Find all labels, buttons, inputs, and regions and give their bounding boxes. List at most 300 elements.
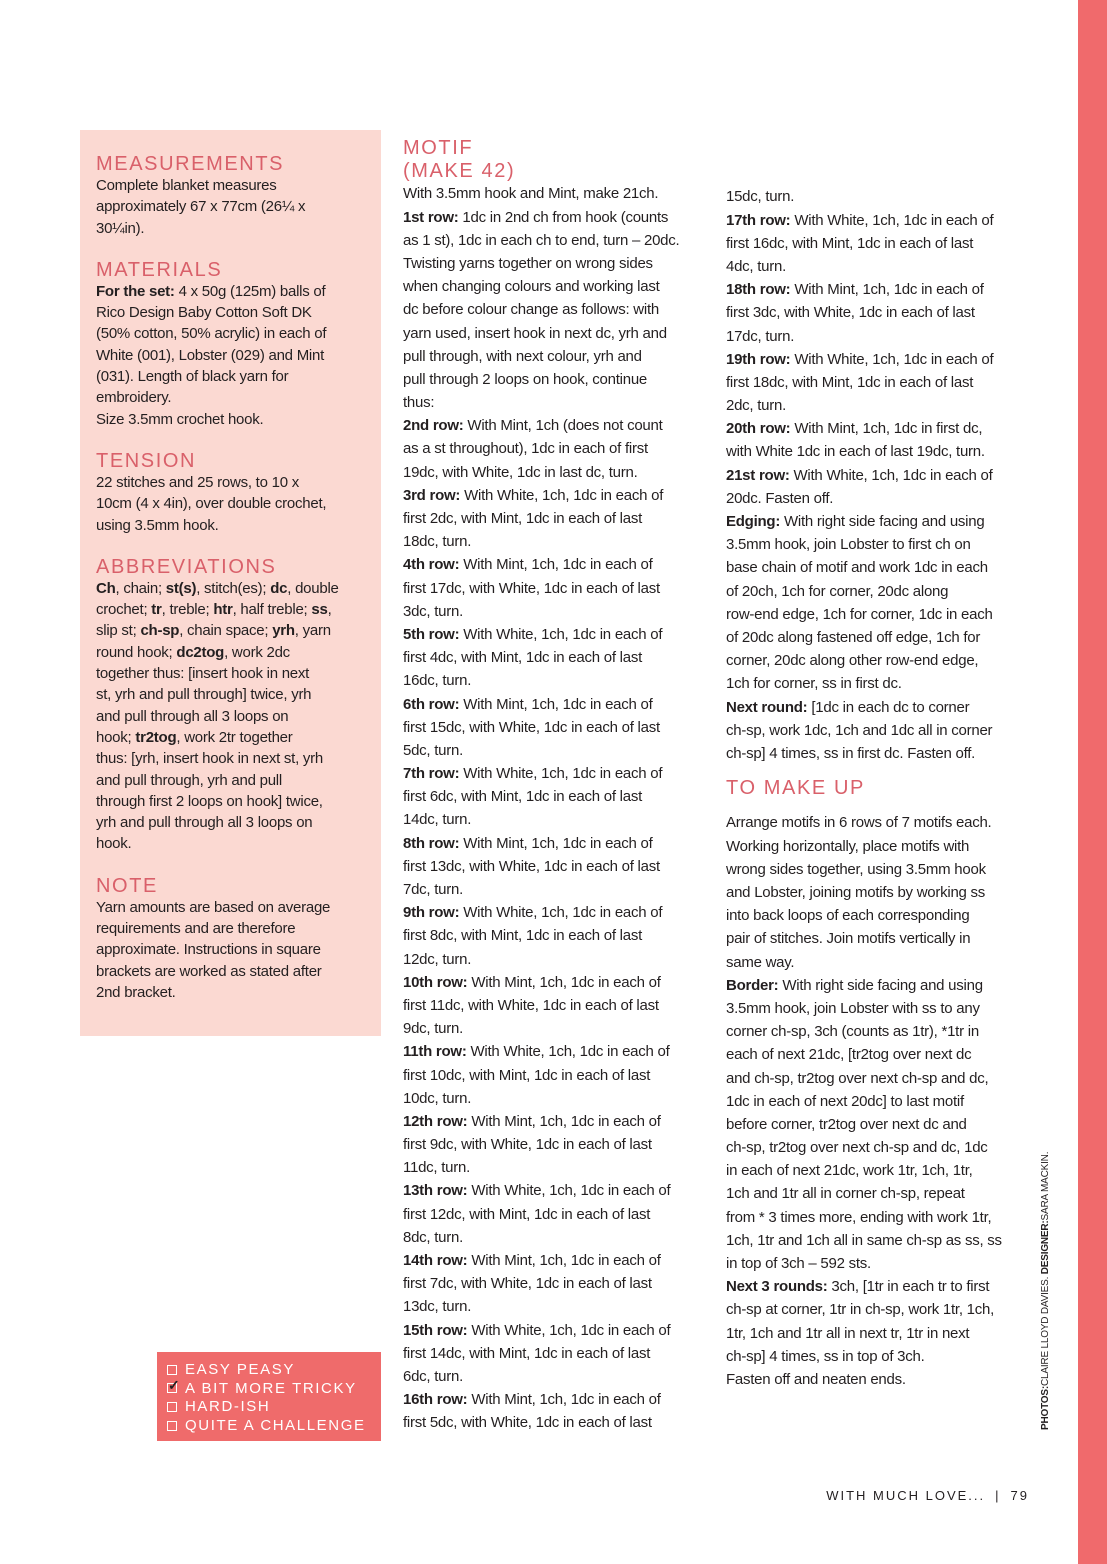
text-line [403, 924, 723, 947]
text-line [726, 394, 1046, 417]
text-segment: ch-sp] 4 times, ss in first dc. Fasten off. [726, 744, 976, 762]
text-segment: 1ch for corner, ss in first dc. [726, 675, 902, 693]
text-line [403, 1133, 723, 1156]
bold-label: 19th row: [726, 350, 791, 368]
text-line [403, 229, 723, 252]
text-segment: , half treble; [232, 601, 312, 619]
text-segment: With Mint, 1ch, 1dc in each of [790, 281, 984, 299]
text-segment: 3ch, [1tr in each tr to first [827, 1278, 990, 1296]
text-line [726, 417, 1046, 440]
text-line [96, 939, 376, 960]
bold-label: 5th row: [403, 625, 460, 643]
text-line [96, 218, 376, 239]
text-line [96, 897, 376, 918]
bold-label: Next round: [726, 698, 808, 716]
text-line [403, 391, 723, 414]
text-line [403, 994, 723, 1017]
text-segment: together thus: [insert hook in next [96, 665, 310, 683]
text-segment: in top of 3ch – 592 sts. [726, 1255, 871, 1273]
text-segment: With Mint, 1ch, 1dc in each of [467, 973, 661, 991]
bold-label: 6th row: [403, 695, 460, 713]
difficulty-option [167, 1398, 270, 1415]
text-line [96, 642, 376, 663]
text-line [403, 785, 723, 808]
text-line [403, 484, 723, 507]
text-line [726, 696, 1046, 719]
text-line [726, 1252, 1046, 1275]
bold-label: 21st row: [726, 466, 790, 484]
text-segment: first 14dc, with Mint, 1dc in each of last [403, 1344, 651, 1362]
text-line [403, 901, 723, 924]
text-segment: when changing colours and working last [403, 278, 660, 296]
text-segment: with White 1dc in each of last 19dc, turn. [726, 443, 985, 461]
text-segment: Complete blanket measures [96, 177, 277, 194]
text-segment: dc before colour change as follows: with [403, 301, 659, 319]
text-segment: 1dc in each of next 20dc] to last motif [726, 1092, 964, 1110]
text-line [403, 577, 723, 600]
text-segment: 5dc, turn. [403, 741, 464, 759]
text-line [726, 348, 1046, 371]
text-segment: crochet; [96, 601, 152, 619]
bold-label: 12th row: [403, 1112, 468, 1130]
text-segment: and pull through all 3 loops on [96, 707, 289, 725]
text-segment: With White, 1ch, 1dc in each of [460, 486, 664, 504]
text-segment: pair of stitches. Join motifs vertically in [726, 930, 971, 948]
text-line [403, 252, 723, 275]
text-segment: yrh and pull through all 3 loops on [96, 814, 313, 832]
text-segment: White (001), Lobster (029) and Mint [96, 346, 325, 364]
section-heading: TENSION [96, 449, 197, 472]
motif-heading: (MAKE 42) [403, 160, 516, 183]
text-segment: With 3.5mm hook and Mint, make 21ch. [403, 185, 659, 203]
difficulty-box [157, 1352, 381, 1441]
text-line [96, 812, 376, 833]
credit-designer-label: DESIGNER: [1040, 1220, 1051, 1275]
difficulty-label: A BIT MORE TRICKY [185, 1379, 357, 1397]
text-line [726, 603, 1046, 626]
text-line [403, 693, 723, 716]
text-line [726, 487, 1046, 510]
text-segment: 3.5mm hook, join Lobster with ss to any [726, 999, 980, 1017]
text-line [96, 727, 376, 748]
difficulty-label: EASY PEASY [185, 1361, 295, 1378]
footer-title: WITH MUCH LOVE... [826, 1488, 986, 1503]
text-line [96, 302, 376, 323]
text-line [726, 1136, 1046, 1159]
text-segment: , [327, 601, 332, 619]
page-edge-stripe [1078, 0, 1107, 1564]
text-line [403, 530, 723, 553]
text-segment: 17dc, turn. [726, 327, 795, 345]
text-segment: ch-sp at corner, 1tr in ch-sp, work 1tr, 1ch, [726, 1301, 995, 1319]
text-segment: Twisting yarns together on wrong sides [403, 254, 653, 272]
text-segment: With White, 1ch, 1dc in each of [459, 625, 663, 643]
text-line [96, 663, 376, 684]
text-segment: 3dc, turn. [403, 602, 464, 620]
text-line [403, 1295, 723, 1318]
checkbox-icon [167, 1421, 177, 1431]
text-line [403, 1249, 723, 1272]
section-heading: MEASUREMENTS [96, 153, 285, 175]
text-line [403, 623, 723, 646]
text-segment: first 15dc, with White, 1dc in each of last [403, 718, 660, 736]
text-line [726, 858, 1046, 881]
photo-credit [1040, 1152, 1051, 1430]
bold-label: 9th row: [403, 904, 460, 922]
text-line [726, 1159, 1046, 1182]
bold-label: 7th row: [403, 765, 460, 783]
text-line [96, 387, 376, 408]
text-line [403, 1040, 723, 1063]
text-line [726, 185, 1046, 208]
bold-label: 15th row: [403, 1321, 468, 1339]
text-segment: , double [287, 579, 339, 597]
text-line [403, 669, 723, 692]
text-line [726, 325, 1046, 348]
motif-heading: MOTIF [403, 137, 474, 159]
section-heading: MATERIALS [96, 258, 223, 281]
bold-label: Border: [726, 976, 779, 994]
text-segment: first 6dc, with Mint, 1dc in each of last [403, 788, 643, 806]
text-line [96, 748, 376, 769]
text-segment: first 13dc, with White, 1dc in each of last [403, 857, 660, 875]
text-segment: Size 3.5mm crochet hook. [96, 410, 264, 428]
text-segment: 19dc, with White, 1dc in last dc, turn. [403, 463, 638, 481]
difficulty-option [167, 1417, 366, 1434]
credit-designer: SARA MACKIN. [1040, 1151, 1051, 1221]
text-line [403, 553, 723, 576]
text-segment: corner ch-sp, 3ch (counts as 1tr), *1tr in [726, 1023, 979, 1041]
text-line [726, 951, 1046, 974]
text-line [726, 719, 1046, 742]
text-line [726, 255, 1046, 278]
bold-label: 1st row: [403, 208, 459, 226]
text-line [96, 918, 376, 939]
text-segment: With White, 1ch, 1dc in each of [790, 350, 994, 368]
checkbox-icon [167, 1365, 177, 1375]
text-segment: first 4dc, with Mint, 1dc in each of last [403, 649, 643, 667]
text-line [96, 770, 376, 791]
text-segment: With White, 1ch, 1dc in each of [459, 765, 663, 783]
bold-label: 4th row: [403, 556, 460, 574]
text-line [726, 881, 1046, 904]
text-line [403, 414, 723, 437]
text-segment: first 5dc, with White, 1dc in each of last [403, 1414, 652, 1432]
text-line [726, 1298, 1046, 1321]
text-segment: With Mint, 1ch, 1dc in each of [467, 1252, 661, 1269]
text-segment: 9dc, turn. [403, 1020, 464, 1038]
text-segment: as a st throughout), 1dc in each of first [403, 440, 648, 458]
bold-label: 16th row: [403, 1391, 468, 1409]
text-segment: first 3dc, with White, 1dc in each of last [726, 304, 975, 322]
text-line [726, 927, 1046, 950]
text-segment: ch-sp, work 1dc, 1ch and 1dc all in corner [726, 721, 993, 739]
text-segment: 20dc. Fasten off. [726, 489, 834, 507]
text-segment: embroidery. [96, 389, 172, 407]
text-line [96, 472, 376, 493]
text-segment: row-end edge, 1ch for corner, 1dc in each [726, 605, 993, 623]
text-line [96, 345, 376, 366]
text-segment: 14dc, turn. [403, 811, 472, 829]
text-line [403, 182, 723, 205]
text-segment: base chain of motif and work 1dc in each [726, 559, 988, 577]
text-segment: 18dc, turn. [403, 533, 472, 551]
text-segment: first 18dc, with Mint, 1dc in each of last [726, 373, 974, 391]
text-segment: 3.5mm hook, join Lobster to first ch on [726, 536, 971, 554]
text-segment: hook; [96, 728, 136, 746]
difficulty-option [167, 1380, 357, 1397]
text-segment: 22 stitches and 25 rows, to 10 x [96, 473, 299, 491]
text-segment: 1ch, 1tr and 1ch all in same ch-sp as ss, ss [726, 1231, 1002, 1249]
text-line [96, 281, 376, 302]
text-segment: With White, 1ch, 1dc in each of [790, 211, 994, 229]
text-line [403, 855, 723, 878]
text-segment: and pull through, yrh and pull [96, 771, 282, 789]
checkbox-icon [167, 1402, 177, 1412]
text-segment: With White, 1ch, 1dc in each of [466, 1043, 670, 1061]
motif-column [403, 136, 723, 1435]
text-line [726, 997, 1046, 1020]
text-line [96, 196, 376, 217]
text-segment: With Mint, 1ch (does not count [463, 417, 663, 435]
text-segment: With Mint, 1ch, 1dc in each of [467, 1112, 661, 1130]
bold-label: 8th row: [403, 834, 460, 852]
text-segment: round hook; [96, 643, 177, 661]
text-segment: before corner, tr2tog over next dc and [726, 1115, 967, 1133]
text-segment: 7dc, turn. [403, 881, 464, 898]
text-line [726, 626, 1046, 649]
text-line [726, 580, 1046, 603]
text-line [403, 1156, 723, 1179]
section-heading: ABBREVIATIONS [96, 555, 277, 578]
bold-label: 2nd row: [403, 417, 464, 435]
text-segment: wrong sides together, using 3.5mm hook [726, 860, 986, 878]
text-segment: , stitch(es); [196, 579, 271, 597]
text-line [403, 1388, 723, 1411]
footer-separator: | [995, 1488, 1001, 1503]
text-segment: through first 2 loops on hook] twice, [96, 792, 323, 810]
text-segment: of 20ch, 1ch for corner, 20dc along [726, 582, 949, 600]
text-line [726, 464, 1046, 487]
motif-continued-column [726, 185, 1046, 1391]
make-up-heading: TO MAKE UP [726, 777, 865, 800]
text-segment: requirements and are therefore [96, 920, 296, 938]
text-segment: 4 x 50g (125m) balls of [174, 282, 326, 300]
text-line [96, 515, 376, 536]
text-line [726, 1067, 1046, 1090]
text-line [403, 948, 723, 971]
credit-photos-label: PHOTOS: [1040, 1386, 1051, 1430]
text-line [96, 409, 376, 430]
text-segment: [1dc in each dc to corner [807, 698, 970, 716]
text-segment: 30¼in). [96, 219, 145, 237]
difficulty-label: QUITE A CHALLENGE [185, 1417, 366, 1435]
text-line [96, 578, 376, 599]
text-segment: , chain space; [179, 622, 273, 640]
text-segment: first 7dc, with White, 1dc in each of last [403, 1275, 652, 1293]
text-line [403, 507, 723, 530]
text-segment: , chain; [115, 579, 166, 597]
text-segment: 6dc, turn. [403, 1367, 464, 1385]
text-segment: Rico Design Baby Cotton Soft DK [96, 304, 312, 322]
text-line [96, 620, 376, 641]
text-line [403, 1226, 723, 1249]
text-line [403, 1017, 723, 1040]
text-line [403, 600, 723, 623]
text-line [403, 1110, 723, 1133]
text-segment: first 11dc, with White, 1dc in each of last [403, 996, 659, 1014]
text-segment: , treble; [161, 601, 214, 619]
text-line [403, 345, 723, 368]
text-line [403, 1365, 723, 1388]
text-segment: , work 2tr together [176, 728, 293, 746]
text-segment: 12dc, turn. [403, 950, 472, 968]
text-line [96, 684, 376, 705]
text-line [726, 974, 1046, 997]
text-segment: 1dc in 2nd ch from hook (counts [458, 208, 669, 226]
text-segment: With Mint, 1ch, 1dc in each of [467, 1391, 661, 1409]
text-segment: as 1 st), 1dc in each ch to end, turn – 20dc. [403, 231, 680, 249]
text-segment: first 10dc, with Mint, 1dc in each of last [403, 1066, 651, 1084]
text-segment: in each of next 21dc, work 1tr, 1ch, 1tr, [726, 1162, 973, 1180]
text-line [726, 209, 1046, 232]
text-segment: 10dc, turn. [403, 1089, 472, 1107]
text-line [726, 649, 1046, 672]
text-line [726, 301, 1046, 324]
text-line [403, 368, 723, 391]
bold-label: 13th row: [403, 1182, 468, 1200]
text-segment: slip st; [96, 622, 141, 640]
text-line [726, 1090, 1046, 1113]
text-line [726, 440, 1046, 463]
bold-label: tr [151, 601, 162, 619]
text-line [726, 533, 1046, 556]
text-line [96, 175, 376, 196]
text-segment: 15dc, turn. [726, 188, 795, 206]
checked-box-icon [167, 1383, 177, 1393]
bold-label: ch-sp [140, 622, 180, 640]
text-segment: With Mint, 1ch, 1dc in each of [459, 556, 653, 574]
text-line [726, 232, 1046, 255]
text-line [403, 1272, 723, 1295]
text-line [726, 672, 1046, 695]
text-line [403, 646, 723, 669]
text-line [403, 1319, 723, 1342]
text-line [403, 275, 723, 298]
text-line [403, 206, 723, 229]
bold-label: 10th row: [403, 973, 468, 991]
text-segment: 4dc, turn. [726, 257, 787, 275]
text-segment: With Mint, 1ch, 1dc in each of [459, 695, 653, 713]
text-segment: ch-sp] 4 times, ss in top of 3ch. [726, 1347, 925, 1365]
text-segment: approximately 67 x 77cm (26¼ x [96, 198, 306, 216]
bold-label: htr [213, 601, 233, 619]
text-segment: With White, 1ch, 1dc in each of [467, 1182, 671, 1200]
text-segment: (031). Length of black yarn for [96, 368, 289, 386]
bold-label: tr2tog [135, 728, 177, 746]
text-line [726, 1020, 1046, 1043]
text-line [726, 1368, 1046, 1391]
text-segment: of 20dc along fastened off edge, 1ch for [726, 628, 981, 646]
text-segment: corner, 20dc along other row-end edge, [726, 652, 979, 670]
bold-label: st(s) [165, 579, 197, 597]
text-line [403, 832, 723, 855]
text-segment: 10cm (4 x 4in), over double crochet, [96, 495, 327, 513]
text-segment: (50% cotton, 50% acrylic) in each of [96, 325, 327, 343]
text-line [403, 878, 723, 901]
text-segment: , work 2dc [224, 643, 290, 661]
text-segment: and ch-sp, tr2tog over next ch-sp and dc, [726, 1069, 989, 1087]
text-line [726, 371, 1046, 394]
text-line [726, 904, 1046, 927]
text-segment: first 8dc, with Mint, 1dc in each of last [403, 927, 643, 945]
text-line [726, 1322, 1046, 1345]
text-segment: 1ch and 1tr all in corner ch-sp, repeat [726, 1185, 965, 1203]
text-line [726, 742, 1046, 765]
text-line [96, 493, 376, 514]
bold-label: Ch [96, 579, 116, 597]
bold-label: 17th row: [726, 211, 791, 229]
text-segment: thus: [403, 394, 435, 412]
text-segment: first 16dc, with Mint, 1dc in each of last [726, 234, 974, 252]
text-segment: st, yrh and pull through] twice, yrh [96, 686, 312, 704]
text-line [403, 1179, 723, 1202]
text-segment: 8dc, turn. [403, 1228, 464, 1246]
text-segment: approximate. Instructions in square [96, 941, 321, 959]
text-line [403, 716, 723, 739]
text-line [403, 298, 723, 321]
text-segment: , yarn [294, 622, 331, 640]
text-segment: 2nd bracket. [96, 983, 176, 1001]
bold-label: 3rd row: [403, 486, 461, 504]
page-number: 79 [1010, 1488, 1029, 1503]
text-segment: hook. [96, 835, 132, 853]
text-segment: same way. [726, 953, 795, 971]
text-line [726, 811, 1046, 834]
text-segment: from * 3 times more, ending with work 1tr, [726, 1208, 992, 1226]
credit-photos: CLAIRE LLOYD DAVIES. [1040, 1276, 1051, 1387]
bold-label: 20th row: [726, 420, 791, 438]
text-segment: With Mint, 1ch, 1dc in each of [459, 834, 653, 852]
text-line [403, 1064, 723, 1087]
text-segment: using 3.5mm hook. [96, 516, 219, 534]
text-line [96, 706, 376, 727]
text-line [403, 739, 723, 762]
text-line [726, 1275, 1046, 1298]
text-segment: With right side facing and using [780, 513, 985, 531]
text-line [726, 1113, 1046, 1136]
sidebar-panel [80, 130, 381, 1036]
difficulty-label: HARD-ISH [185, 1398, 271, 1416]
page-footer [826, 1488, 1029, 1503]
text-segment: Fasten off and neaten ends. [726, 1370, 906, 1388]
text-line [403, 971, 723, 994]
bold-label: 11th row: [403, 1043, 467, 1061]
text-line [96, 833, 376, 854]
text-segment: With White, 1ch, 1dc in each of [459, 904, 663, 922]
bold-label: dc2tog [176, 643, 225, 661]
text-segment: With White, 1ch, 1dc in each of [467, 1321, 671, 1339]
text-segment: first 12dc, with Mint, 1dc in each of last [403, 1205, 651, 1223]
text-segment: With White, 1ch, 1dc in each of [789, 466, 993, 484]
text-segment: yarn used, insert hook in next dc, yrh and [403, 324, 667, 342]
text-segment: first 2dc, with Mint, 1dc in each of last [403, 510, 643, 527]
text-line [726, 1345, 1046, 1368]
text-segment: into back loops of each corresponding [726, 907, 970, 925]
bold-label: 18th row: [726, 281, 791, 299]
text-line [726, 510, 1046, 533]
text-line [96, 599, 376, 620]
